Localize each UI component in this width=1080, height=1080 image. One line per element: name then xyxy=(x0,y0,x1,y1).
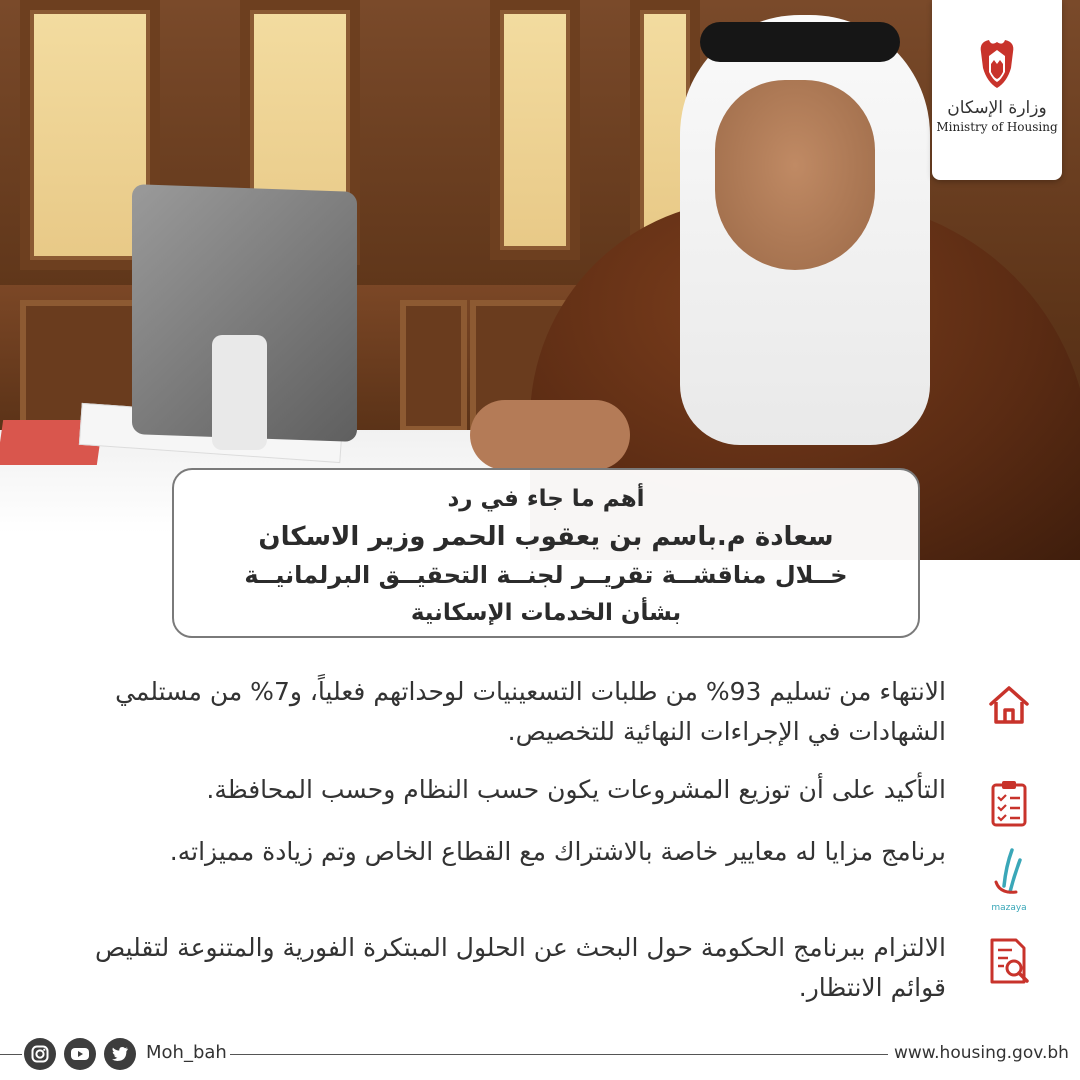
logo-english-name: Ministry of Housing xyxy=(936,120,1058,134)
bullet-item xyxy=(42,672,1032,752)
bullet-text: برنامج مزايا له معايير خاصة بالاشتراك مع القطاع الخاص وتم زيادة مميزاته. xyxy=(169,837,946,866)
headline-line-1: أهم ما جاء في رد xyxy=(447,486,645,512)
ministry-logo xyxy=(932,0,1062,180)
bullet-item xyxy=(42,832,1032,912)
instagram-icon xyxy=(31,1045,49,1063)
twitter-link[interactable] xyxy=(104,1038,136,1070)
footer-divider xyxy=(0,1054,22,1055)
bullet-text: الانتهاء من تسليم 93% من طلبات التسعينيات لوحداتهم فعلياً، و7% من مستلمي الشهادات في الإجراءات النهائية للتخصيص. xyxy=(115,677,946,746)
footer xyxy=(0,1034,1080,1074)
youtube-link[interactable] xyxy=(64,1038,96,1070)
headline-box xyxy=(172,468,920,638)
website-link[interactable]: www.housing.gov.bh xyxy=(894,1043,1069,1063)
clipboard-checklist-icon xyxy=(986,778,1032,828)
social-handle: Moh_bah xyxy=(146,1042,227,1063)
mazaya-logo-icon xyxy=(986,846,1032,916)
headline-line-3: خــلال مناقشــة تقريــر لجنــة التحقيــق البرلمانيــة xyxy=(244,561,848,589)
bullet-text: الالتزام ببرنامج الحكومة حول البحث عن الحلول المبتكرة الفورية والمتنوعة لتقليص قوائم الانتظار. xyxy=(94,933,946,1002)
instagram-link[interactable] xyxy=(24,1038,56,1070)
youtube-icon xyxy=(70,1045,90,1063)
footer-divider xyxy=(230,1054,888,1055)
bahrain-emblem-icon xyxy=(977,38,1017,92)
logo-arabic-name: وزارة الإسكان xyxy=(947,98,1047,118)
document-search-icon xyxy=(986,936,1032,986)
headline-line-2: سعادة م.باسم بن يعقوب الحمر وزير الاسكان xyxy=(258,522,834,552)
svg-text:mazaya: mazaya xyxy=(991,903,1027,913)
twitter-icon xyxy=(111,1045,129,1063)
bullet-text: التأكيد على أن توزيع المشروعات يكون حسب النظام وحسب المحافظة. xyxy=(206,775,946,804)
headline-line-4: بشأن الخدمات الإسكانية xyxy=(410,600,682,626)
house-icon xyxy=(986,680,1032,730)
bullet-item xyxy=(42,928,1032,1008)
